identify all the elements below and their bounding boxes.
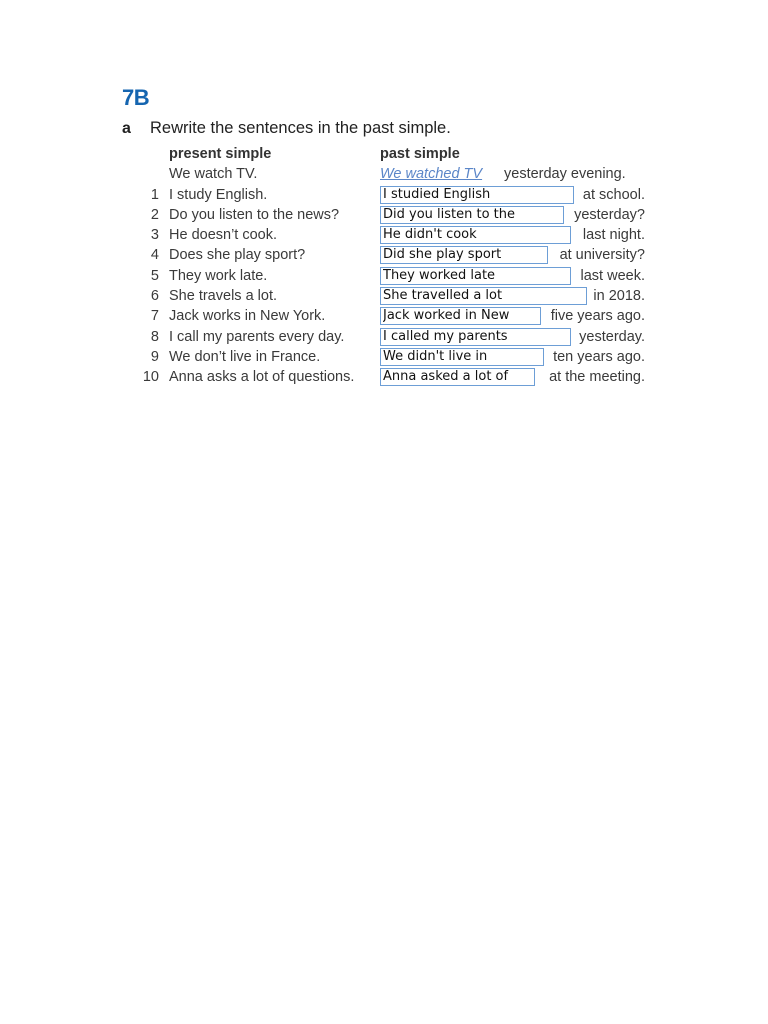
example-row: [110, 165, 655, 185]
item-number: 2: [150, 206, 159, 223]
item-number: 6: [150, 288, 159, 304]
exercise-letter: a: [122, 120, 131, 137]
item-number: 3: [150, 227, 159, 244]
sentence-suffix: at university?: [559, 247, 645, 264]
item-number: 4: [150, 247, 159, 264]
exercise-row: [110, 226, 655, 246]
item-number: 1: [150, 186, 159, 203]
example-suffix: yesterday evening.: [504, 166, 626, 182]
exercise-row: [110, 186, 655, 206]
exercise-row: [110, 267, 655, 287]
exercise-row: [110, 206, 655, 226]
present-sentence: I call my parents every day.: [169, 328, 345, 345]
item-number: 10: [142, 369, 159, 386]
item-number: 5: [150, 267, 159, 284]
present-sentence: Does she play sport?: [169, 247, 306, 264]
answer-input[interactable]: [380, 246, 548, 264]
exercise-row: [110, 287, 655, 307]
exercise-instruction: Rewrite the sentences in the past simple.: [150, 119, 451, 137]
sentence-suffix: yesterday.: [579, 328, 645, 345]
present-sentence: We don’t live in France.: [169, 348, 321, 365]
present-sentence: He doesn’t cook.: [169, 227, 278, 244]
sentence-suffix: at school.: [582, 186, 645, 203]
answer-input[interactable]: [380, 368, 535, 386]
item-number: 7: [150, 308, 159, 325]
item-number: 8: [150, 328, 159, 345]
answer-input[interactable]: [380, 328, 571, 346]
exercise-row: [110, 246, 655, 266]
exercise-row: [110, 348, 655, 368]
present-simple-column-header: present simple: [169, 146, 272, 162]
exercise-row: [110, 307, 655, 327]
answer-input[interactable]: [380, 206, 564, 224]
answer-input[interactable]: [380, 287, 587, 305]
present-sentence: They work late.: [169, 267, 268, 284]
answer-input[interactable]: [380, 348, 544, 366]
exercise-row: [110, 328, 655, 348]
sentence-suffix: yesterday?: [574, 206, 645, 223]
example-present-sentence: We watch TV.: [169, 166, 258, 182]
present-sentence: Do you listen to the news?: [169, 206, 340, 223]
answer-input[interactable]: [380, 267, 571, 285]
sentence-suffix: at the meeting.: [549, 369, 645, 386]
answer-input[interactable]: [380, 307, 541, 325]
item-number: 9: [150, 348, 159, 365]
example-answer: We watched TV: [380, 166, 483, 182]
exercise-row: [110, 368, 655, 388]
answer-input[interactable]: [380, 226, 571, 244]
sentence-suffix: last week.: [580, 267, 645, 284]
past-simple-column-header: past simple: [380, 146, 460, 162]
sentence-suffix: ten years ago.: [553, 348, 645, 365]
exercise-worksheet: [110, 80, 655, 398]
unit-heading: 7B: [122, 85, 150, 110]
answer-input[interactable]: [380, 186, 574, 204]
present-sentence: Anna asks a lot of questions.: [169, 369, 355, 386]
sentence-suffix: five years ago.: [550, 308, 645, 325]
present-sentence: She travels a lot.: [169, 288, 277, 304]
sentence-suffix: last night.: [582, 227, 645, 244]
sentence-suffix: in 2018.: [593, 288, 645, 304]
present-sentence: Jack works in New York.: [169, 308, 326, 325]
present-sentence: I study English.: [169, 186, 268, 203]
